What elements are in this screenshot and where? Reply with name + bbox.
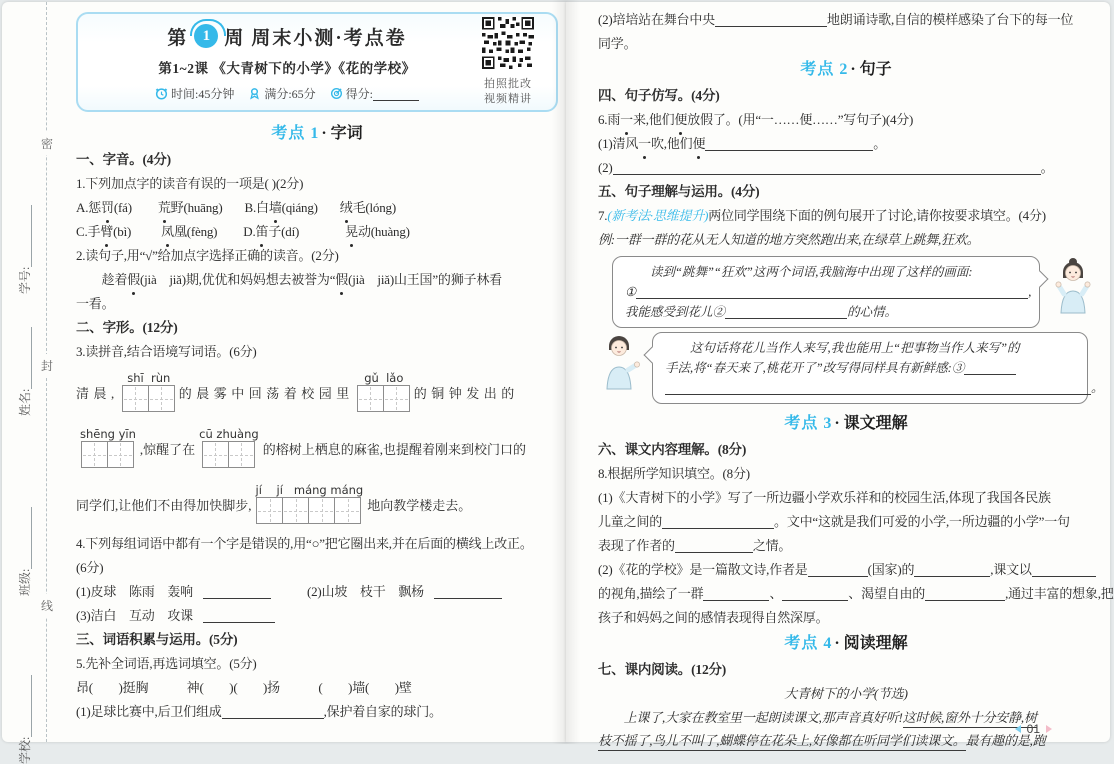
- question-4-stem-line1: 4.下列每组词语中都有一个字是错误的,用“○”把它圈出来,并在后面的横线上改正。: [76, 536, 533, 551]
- speech-bubble-girl: [612, 256, 1040, 328]
- clock-icon: [155, 87, 168, 100]
- text-segment: B.白: [244, 200, 269, 215]
- text-segment: 野(huāng): [170, 200, 223, 215]
- answer-blank: [715, 12, 827, 27]
- pinyin-write-box: [256, 484, 364, 524]
- spacer: [299, 235, 345, 236]
- text-segment: (2): [598, 160, 613, 175]
- page-footer: [1015, 722, 1052, 736]
- dotted-char: 墙: [269, 196, 282, 220]
- text-segment: 手法,将“春天来了,桃花开了”改写得同样具有新鲜感:③: [665, 361, 965, 375]
- text-segment: 凰(fèng): [173, 224, 218, 239]
- question-1-options-row1: [76, 196, 558, 220]
- text-segment: (新考法·思维提升): [607, 208, 709, 223]
- field-label: 学校:: [18, 736, 32, 764]
- pinyin-label: gǔ lǎo: [364, 371, 404, 385]
- answer-blank: [222, 704, 324, 719]
- text-segment: (2)《花的学校》是一篇散文诗,作者是: [598, 562, 808, 577]
- pinyin-label: cū zhuàng: [199, 427, 259, 441]
- dotted-char: 一: [620, 108, 633, 132]
- question-8-2-line3: 孩子和妈妈之间的感情表现得自然深厚。: [598, 610, 829, 625]
- heading-words: 三、词语积累与运用。(5分): [76, 632, 238, 647]
- question-7-example: 例:一群一群的花从无人知道的地方突然跑出来,在绿草上跳舞,狂欢。: [598, 232, 980, 247]
- text-segment: 趁着: [76, 272, 128, 287]
- text-segment: 来,他们: [632, 112, 675, 127]
- reading-passage-title: 大青树下的小学(节选): [784, 686, 908, 701]
- question-5-stem: 5.先补全词语,再选词填空。(5分): [76, 656, 257, 671]
- dotted-char: 绒: [340, 196, 353, 220]
- pinyin-writing-line3: [76, 476, 558, 532]
- question-8-1-line3: [598, 534, 1094, 558]
- text-segment: 吹,他们: [650, 136, 693, 151]
- heading-sentence-imitation: 四、句子仿写。(4分): [598, 88, 720, 103]
- page-right: [566, 2, 1114, 748]
- text-segment: ,惊醒了在: [139, 441, 196, 457]
- question-8-2-line2: [598, 582, 1114, 606]
- dotted-char: 晃: [345, 220, 358, 244]
- answer-blank: [1032, 562, 1096, 577]
- text-segment: 6.雨: [598, 112, 621, 127]
- text-segment: 枝不摇了,鸟儿不叫了,蝴蝶停在花朵上,好像都在听同学们读课文。: [598, 733, 966, 751]
- score-info: [330, 85, 419, 102]
- grid-cell: [122, 385, 149, 412]
- text-segment: ,通过丰富的想象,把: [1005, 586, 1114, 601]
- heading-pronunciation: 一、字音。(4分): [76, 152, 171, 167]
- pinyin-writing-line1: [76, 364, 558, 420]
- section-badge: 考点 1: [271, 125, 320, 142]
- seal-char: 密: [39, 132, 55, 155]
- text-segment: C.手: [76, 224, 101, 239]
- spacer: [222, 211, 244, 212]
- bubble2-line3: [665, 378, 1104, 398]
- question-5-fill2-line1: [598, 8, 1094, 32]
- pinyin-label: jí jí máng máng: [255, 483, 364, 497]
- heading-reading: 七、课内阅读。(12分): [598, 662, 727, 677]
- answer-blank: [203, 608, 275, 623]
- answer-blank: [434, 584, 502, 599]
- bubble2-line2: [665, 358, 1075, 378]
- bubble2-line1: 这句话将花儿当作人来写,我也能用上“把事物当作人来写”的: [690, 341, 1020, 355]
- answer-blank: [914, 562, 990, 577]
- text-segment: 清晨,: [76, 385, 119, 401]
- answer-blank: [613, 160, 1041, 175]
- pinyin-write-box: [358, 372, 410, 412]
- field-label: 班级:: [18, 568, 32, 596]
- text-segment: (fá): [113, 200, 132, 215]
- text-segment: D.: [243, 224, 256, 239]
- text-segment: 儿童之间的: [598, 514, 663, 529]
- pinyin-write-box: [123, 372, 175, 412]
- bubble1-line2: [625, 282, 1032, 302]
- dotted-char: 罚: [101, 196, 114, 220]
- question-2-sentence-line2: 一看。: [76, 296, 115, 311]
- dotted-char: 一: [638, 132, 651, 156]
- question-4-row1: [76, 580, 558, 604]
- title-text: 周: [224, 27, 246, 49]
- qr-caption: [470, 77, 546, 107]
- question-6-fill1: [598, 132, 1094, 156]
- section-heading-1: [76, 120, 558, 148]
- answer-blank: [703, 586, 769, 601]
- section-badge: 考点 2: [800, 61, 849, 78]
- paper-title: [104, 23, 470, 50]
- answer-blank: [675, 538, 753, 553]
- text-segment: 的晨雾中回荡着校园里: [178, 385, 354, 401]
- class-field: [16, 474, 32, 596]
- seal-char: 封: [39, 354, 55, 377]
- text-segment: 我能感受到花儿②: [625, 305, 726, 319]
- question-6-fill2: [598, 156, 1094, 180]
- question-8-1-line1: (1)《大青树下的小学》写了一所边疆小学欢乐祥和的校园生活,体现了我国各民族: [598, 490, 1051, 505]
- question-8-stem: 8.根据所学知识填空。(8分): [598, 466, 750, 481]
- question-5-words: 昂( )挺胸 神( )( )扬 ( )墙( )壁: [76, 680, 412, 695]
- time-text: 时间:45分钟: [170, 86, 235, 101]
- spacer: [193, 595, 203, 596]
- text-segment: (3)洁白 互动 攻课: [76, 608, 193, 623]
- answer-blank: [964, 360, 1016, 375]
- paper-header-main: [78, 23, 470, 102]
- prev-page-icon: [1015, 725, 1021, 733]
- text-segment: 的铜钟发出的: [413, 385, 519, 401]
- text-segment: 的心情。: [847, 305, 898, 319]
- text-segment: 。: [873, 136, 887, 151]
- pinyin-writing-line2: [76, 420, 558, 476]
- answer-blank: [203, 584, 271, 599]
- text-segment: (2)培培站在舞台中央: [598, 12, 715, 27]
- answer-blank: [17, 675, 32, 737]
- grid-cell: [107, 441, 134, 468]
- spacer: [271, 595, 307, 596]
- text-segment: 、渴望自由的: [848, 586, 926, 601]
- dotted-char: 假: [335, 268, 348, 292]
- grid-cell: [308, 497, 335, 524]
- section-title: · 阅读理解: [834, 635, 908, 652]
- grid-cell: [357, 385, 384, 412]
- left-page-content: [76, 2, 558, 742]
- answer-blank: [782, 586, 848, 601]
- text-segment: 地向教学楼走去。: [367, 497, 472, 513]
- text-segment: (1)足球比赛中,后卫们组成: [76, 704, 222, 719]
- right-page-content: [598, 2, 1114, 748]
- pinyin-write-box: [199, 428, 259, 468]
- text-segment: 。: [1040, 160, 1054, 175]
- text-segment: 子(dí): [268, 224, 300, 239]
- text-segment: (1)清风: [598, 136, 639, 151]
- bubble1-line1: 读到“跳舞”“狂欢”这两个词语,我脑海中出现了这样的画面:: [650, 265, 973, 279]
- grid-cell: [334, 497, 361, 524]
- paper-subtitle: 第1~2课 《大青树下的小学》《花的学校》: [158, 60, 416, 76]
- text-segment: (2)山坡 枝干 飘杨: [306, 584, 424, 599]
- time-info: [155, 85, 234, 102]
- spacer: [132, 211, 158, 212]
- question-7-stem: [598, 204, 1094, 228]
- score-label: 得分:: [345, 86, 374, 101]
- section-title: · 字词: [321, 125, 363, 142]
- grid-cell: [81, 441, 108, 468]
- question-4-stem-line2: (6分): [76, 560, 104, 575]
- pinyin-label: shī rùn: [127, 371, 171, 385]
- dotted-char: 荒: [158, 196, 171, 220]
- answer-blank: [636, 284, 1028, 299]
- pinyin-label: shēng yīn: [80, 427, 136, 441]
- answer-blank: [725, 304, 847, 319]
- speech-bubble-boy: [652, 332, 1104, 404]
- qr-code: [482, 17, 534, 69]
- text-segment: 的视角,描绘了一群: [598, 586, 704, 601]
- section-title: · 句子: [850, 61, 892, 78]
- dotted-char: 凤: [161, 220, 174, 244]
- full-score-text: 满分:65分: [264, 86, 316, 101]
- title-text: 第: [167, 27, 189, 49]
- text-segment: ,: [1028, 285, 1032, 299]
- text-segment: 上课了,大家在教室里一起朗读课文,那声音真好听!: [598, 710, 903, 725]
- question-6-stem: [598, 108, 1094, 132]
- student-name-field: [16, 294, 32, 416]
- text-segment: 地朗诵诗歌,自信的模样感染了台下的每一位: [826, 12, 1074, 27]
- paper-header-card: [76, 12, 558, 112]
- heading-text-comprehension: 六、课文内容理解。(8分): [598, 442, 747, 457]
- section-heading-2: [598, 56, 1094, 84]
- page-left: [2, 2, 566, 764]
- write-cells: [82, 441, 134, 468]
- field-label: 姓名:: [18, 388, 32, 416]
- answer-blank: [17, 507, 32, 569]
- text-segment: 。文中“这就是我们可爱的小学,一所边疆的小学”一句: [774, 514, 1070, 529]
- text-segment: 的榕树上栖息的麻雀,也提醒着刚来到校门口的: [262, 441, 526, 457]
- dotted-char: 假: [127, 268, 140, 292]
- medal-icon: [248, 87, 261, 100]
- week-number-badge: 1: [194, 24, 218, 48]
- grid-cell: [256, 497, 283, 524]
- dotted-char: 笛: [256, 220, 269, 244]
- text-segment: 表现了作者的: [598, 538, 675, 553]
- answer-blank: [17, 327, 32, 389]
- boy-avatar-icon: [598, 332, 640, 390]
- question-5-fill1: [76, 700, 558, 724]
- write-cells: [257, 497, 361, 524]
- section-heading-4: [598, 630, 1094, 658]
- bubble1-line3: [625, 302, 1027, 322]
- text-segment: 动(huàng): [357, 224, 410, 239]
- text-segment: (qiáng): [281, 200, 318, 215]
- text-segment: ,课文以: [990, 562, 1032, 577]
- full-score-info: [248, 85, 315, 102]
- text-segment: 、: [769, 586, 783, 601]
- text-segment: 7.: [598, 208, 608, 223]
- text-segment: (1)皮球 陈雨 轰响: [76, 584, 193, 599]
- text-segment: (bì): [113, 224, 132, 239]
- score-blank: [373, 86, 419, 101]
- paper-info-row: [104, 85, 470, 102]
- pinyin-write-box: [80, 428, 136, 468]
- answer-blank: [705, 136, 873, 151]
- spacer: [318, 211, 340, 212]
- write-cells: [123, 385, 175, 412]
- seal-char: 线: [39, 594, 55, 617]
- qr-caption-line: 拍照批改: [484, 78, 532, 90]
- text-segment: 放假了。(用“一……便……”写句子)(4分): [687, 112, 914, 127]
- title-text: 周末小测·考点卷: [251, 27, 407, 49]
- spacer: [424, 595, 434, 596]
- text-segment: 毛(lóng): [352, 200, 396, 215]
- answer-blank: [17, 205, 32, 267]
- question-3-stem: 3.读拼音,结合语境写词语。(6分): [76, 344, 257, 359]
- bubble-tail: [644, 347, 661, 364]
- question-2-stem: 2.读句子,用“√”给加点字选择正确的读音。(2分): [76, 248, 339, 263]
- question-1-options-row2: [76, 220, 558, 244]
- spacer: [131, 235, 161, 236]
- text-segment: 最有趣的是,跑: [965, 733, 1046, 748]
- text-segment: (jià jiǎ)山王国”的狮子林看: [348, 272, 502, 287]
- spacer: [217, 235, 243, 236]
- grid-cell: [228, 441, 255, 468]
- dotted-char: 便: [692, 132, 705, 156]
- answer-blank: [925, 586, 1005, 601]
- discussion-row-1: [598, 256, 1094, 328]
- text-segment: 两位同学围绕下面的例句展开了讨论,请你按要求填空。(4分): [708, 208, 1046, 223]
- section-badge: 考点 3: [784, 415, 833, 432]
- heading-sentence-usage: 五、句子理解与运用。(4分): [598, 184, 760, 199]
- answer-blank: [808, 562, 868, 577]
- question-8-1-line2: [598, 510, 1094, 534]
- page-number: 01: [1026, 722, 1040, 736]
- qr-caption-line: 视频精讲: [484, 93, 532, 105]
- school-field: [16, 642, 32, 764]
- target-icon: [330, 87, 343, 100]
- student-id-field: [16, 172, 32, 294]
- field-label: 学号:: [18, 266, 32, 294]
- question-4-row2: [76, 604, 558, 628]
- text-segment: 。: [1091, 381, 1104, 395]
- write-cells: [203, 441, 255, 468]
- question-8-2-line1: [598, 558, 1094, 582]
- grid-cell: [282, 497, 309, 524]
- answer-blank: [665, 380, 1091, 395]
- dotted-char: 臂: [100, 220, 113, 244]
- qr-block: [470, 17, 556, 107]
- answer-blank: [662, 514, 774, 529]
- section-heading-3: [598, 410, 1094, 438]
- grid-cell: [148, 385, 175, 412]
- section-badge: 考点 4: [784, 635, 833, 652]
- heading-characters: 二、字形。(12分): [76, 320, 178, 335]
- text-segment: A.惩: [76, 200, 102, 215]
- text-segment: ①: [625, 285, 637, 299]
- bubble-tail: [1032, 271, 1049, 288]
- question-1-stem: 1.下列加点字的读音有误的一项是( )(2分): [76, 176, 304, 191]
- section-title: · 课文理解: [834, 415, 908, 432]
- write-cells: [358, 385, 410, 412]
- text-segment: 这时候,窗外十分安静,树: [903, 710, 1037, 728]
- text-segment: (国家)的: [867, 562, 915, 577]
- text-segment: (jià jiǎ)期,优优和妈妈想去被誉为“: [140, 272, 336, 287]
- grid-cell: [383, 385, 410, 412]
- text-segment: ,保护着自家的球门。: [323, 704, 442, 719]
- grid-cell: [202, 441, 229, 468]
- text-segment: 同学们,让他们不由得加快脚步,: [76, 497, 252, 513]
- question-5-fill2-line2: 同学。: [598, 36, 637, 51]
- discussion-row-2: [598, 332, 1104, 404]
- text-segment: 之情。: [752, 538, 792, 553]
- next-page-icon: [1046, 725, 1052, 733]
- girl-avatar-icon: [1052, 256, 1094, 314]
- question-2-sentence-line1: [76, 268, 558, 292]
- spacer: [193, 619, 203, 620]
- dotted-char: 便: [674, 108, 687, 132]
